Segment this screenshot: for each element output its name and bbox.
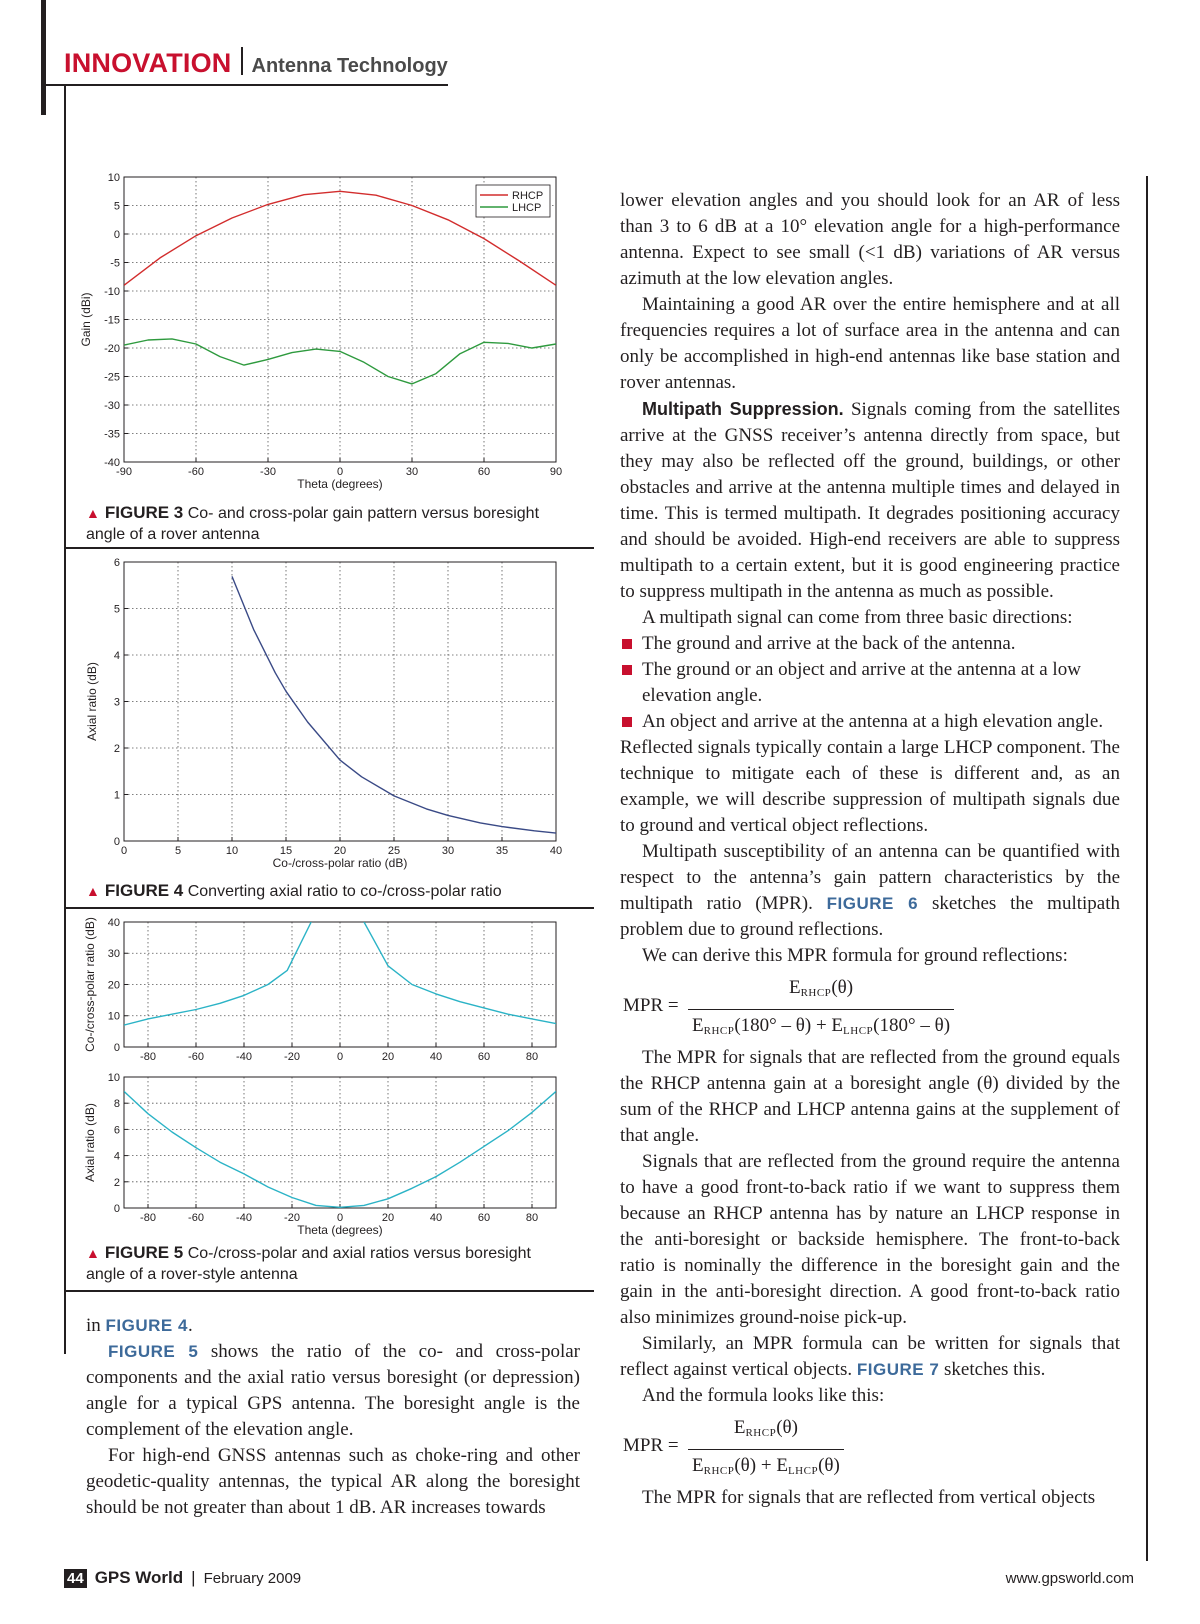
formula-term: (θ): [818, 1455, 840, 1476]
x-tick-label: -40: [236, 1212, 252, 1224]
section-heading-multipath: Multipath Suppression.: [642, 399, 844, 419]
left-paragraph-2: [86, 1339, 580, 1443]
y-tick-label: 0: [113, 835, 120, 848]
x-tick-label: -60: [188, 1212, 204, 1224]
bullet-square-icon: [622, 639, 632, 649]
y-tick-label: 5: [113, 603, 120, 616]
formula-term: (θ): [776, 1417, 798, 1438]
legend-label: RHCP: [512, 190, 544, 202]
mpr-vertical-formula: [620, 1415, 1120, 1479]
right-paragraph-10-end: sketches this.: [939, 1359, 1046, 1380]
x-tick-label: 30: [405, 466, 419, 478]
mpr-ground-formula: [620, 975, 1120, 1039]
formula-term: (180° – θ): [873, 1015, 951, 1036]
header-brand: INNOVATION: [64, 48, 232, 78]
formula-term: E: [692, 1455, 704, 1476]
page-number: 44: [64, 1569, 87, 1588]
bullet-square-icon: [622, 717, 632, 727]
formula-term: E: [692, 1015, 704, 1036]
figure-4-caption-text: Converting axial ratio to co-/cross-polar ratio: [187, 883, 502, 900]
footer-separator: |: [191, 1568, 196, 1587]
y-tick-label: -20: [104, 342, 120, 355]
x-tick-label: 30: [441, 845, 455, 857]
x-tick-label: 40: [429, 1212, 443, 1224]
right-paragraph-2: Maintaining a good AR over the entire hemisphere and at all frequencies requires a lot of surface area in the antenna and can only be accomplished in high-end antennas like base station and rover antennas.: [620, 294, 1120, 393]
x-tick-label: 35: [495, 845, 509, 857]
y-tick-label: -30: [104, 399, 120, 412]
x-tick-label: 20: [381, 1212, 395, 1224]
x-tick-label: 60: [477, 1212, 491, 1224]
formula-lhs: MPR =: [623, 995, 679, 1016]
y-tick-label: -40: [104, 456, 120, 469]
x-axis-label: Theta (degrees): [297, 477, 383, 491]
y-axis-label: Axial ratio (dB): [85, 662, 99, 741]
left-paragraph-3: For high-end GNSS antennas such as choke-ring and other geodetic-quality antennas, the typical AR along the boresight should be not greater than about 1 dB. AR increases towards: [86, 1445, 580, 1518]
x-tick-label: -80: [140, 1212, 156, 1224]
y-tick-label: -10: [104, 285, 120, 298]
list-item: [620, 631, 1120, 657]
figure-5-caption: [86, 1242, 566, 1285]
formula-term: E: [788, 977, 801, 998]
x-tick-label: 20: [333, 845, 347, 857]
x-tick-label: 0: [336, 466, 344, 478]
figure-5-reference: FIGURE 5: [108, 1342, 199, 1361]
x-axis-label: Co-/cross-polar ratio (dB): [272, 856, 408, 870]
right-paragraph-6-end: sketches the multipath problem due to ground reflections.: [620, 893, 1121, 940]
formula-lhs: MPR =: [623, 1435, 679, 1456]
y-tick-label: 10: [107, 171, 120, 184]
y-tick-label: 10: [107, 1071, 120, 1084]
x-tick-label: -20: [284, 1051, 300, 1063]
formula-term: (θ): [831, 977, 854, 998]
formula-numerator: [688, 975, 954, 1009]
caption-triangle-icon: ▲: [86, 1245, 100, 1261]
right-paragraph-10: [620, 1331, 1120, 1383]
y-tick-label: 6: [113, 556, 120, 569]
y-tick-label: 40: [107, 916, 120, 929]
y-tick-label: 2: [113, 1176, 120, 1189]
y-tick-label: 4: [113, 1150, 120, 1163]
x-tick-label: 10: [225, 845, 239, 857]
y-tick-label: 0: [113, 1202, 120, 1215]
y-axis-label: Axial ratio (dB): [83, 1103, 97, 1182]
series-line-co-cross-polar-ratio-left-: [124, 922, 311, 1025]
x-tick-label: 40: [429, 1051, 443, 1063]
figure-3-caption-text: Co- and cross-polar gain pattern versus boresight angle of a rover antenna: [86, 505, 540, 543]
magazine-name: GPS World: [94, 1568, 184, 1587]
formula-subscript: RHCP: [745, 1427, 777, 1439]
formula-subscript: RHCP: [703, 1465, 735, 1477]
y-tick-label: -25: [104, 371, 120, 384]
y-tick-label: 10: [107, 1010, 120, 1023]
x-tick-label: 80: [525, 1051, 539, 1063]
figure-6-reference: FIGURE 6: [826, 894, 919, 913]
formula-denominator: [688, 1449, 844, 1484]
x-tick-label: 0: [120, 845, 128, 857]
list-item-text: The ground and arrive at the back of the antenna.: [642, 633, 1016, 654]
x-tick-label: 5: [174, 845, 182, 857]
legend-label: LHCP: [512, 202, 542, 214]
figure-4-reference: FIGURE 4: [105, 1316, 188, 1335]
right-paragraph-11: And the formula looks like this:: [642, 1385, 885, 1406]
x-tick-label: -80: [140, 1051, 156, 1063]
y-tick-label: 3: [113, 696, 120, 709]
caption-triangle-icon: ▲: [86, 883, 100, 899]
right-paragraph-6-text: Multipath susceptibility of an antenna can be quantified with respect to the antenna’s gain pattern characteristics by the multipath ratio (MPR).: [620, 841, 1120, 914]
x-tick-label: 0: [336, 1212, 344, 1224]
formula-denominator: [688, 1009, 954, 1044]
left-text-column: [86, 1313, 580, 1521]
y-tick-label: 30: [107, 948, 120, 961]
right-paragraph-8: The MPR for signals that are reflected from the ground equals the RHCP antenna gain at a boresight angle (θ) divided by the sum of the RHCP and LHCP antenna gains at the supplement of that angle.: [620, 1047, 1120, 1146]
issue-date: February 2009: [203, 1569, 302, 1587]
y-tick-label: 8: [113, 1098, 120, 1111]
figure-5-caption-text: Co-/cross-polar and axial ratios versus boresight angle of a rover-style antenna: [86, 1245, 531, 1283]
formula-fraction: [688, 1415, 844, 1484]
right-paragraph-3-text: Signals coming from the satellites arrive at the GNSS receiver’s antenna directly from space, but they may also be reflected off the ground, buildings, or other obstacles and arrive at the antenna multiple times and delayed in time. This is termed multipath. It degrades positioning accuracy and should be avoided. High-end receivers are able to suppress multipath to a certain extent, but it is good engineering practice to suppress multipath in the antenna as much as possible.: [620, 399, 1120, 602]
right-paragraph-3: [620, 396, 1120, 605]
left-paragraph-1: in FIGURE 4.: [86, 1315, 193, 1336]
right-paragraph-10-text: Similarly, an MPR formula can be written for signals that reflect against vertical objects.: [620, 1333, 1120, 1380]
formula-fraction: [688, 975, 954, 1044]
y-tick-label: 5: [113, 200, 120, 213]
formula-term: E: [733, 1417, 746, 1438]
x-tick-label: 40: [549, 845, 563, 857]
formula-subscript: RHCP: [800, 987, 832, 999]
page-footer: [64, 1568, 1134, 1588]
y-axis-label: Co-/cross-polar ratio (dB): [83, 917, 97, 1052]
y-tick-label: 0: [113, 1041, 120, 1054]
y-tick-label: -15: [104, 314, 120, 327]
y-tick-label: 1: [113, 789, 120, 802]
right-paragraph-9: Signals that are reflected from the ground require the antenna to have a good front-to-back ratio if we want to suppress them because an RHCP antenna has by nature an LHCP response in the anti-boresight or backside hemisphere. The front-to-back ratio is nominally the difference in the boresight gain and the gain in the anti-boresight direction. A good front-to-back ratio also minimizes ground-noise pick-up.: [620, 1151, 1120, 1328]
caption-triangle-icon: ▲: [86, 505, 100, 521]
x-tick-label: 15: [279, 845, 293, 857]
x-tick-label: 0: [336, 1051, 344, 1063]
multipath-direction-list: [620, 631, 1120, 735]
right-paragraph-7: We can derive this MPR formula for ground reflections:: [642, 945, 1068, 966]
x-tick-label: -90: [116, 466, 132, 478]
x-tick-label: -30: [260, 466, 276, 478]
list-item-text: The ground or an object and arrive at the antenna at a low elevation angle.: [642, 659, 1081, 706]
series-line-co-cross-polar-ratio-right-: [364, 922, 556, 1024]
x-tick-label: -60: [188, 466, 204, 478]
y-axis-label: Gain (dBi): [79, 292, 93, 347]
figure-5-caption-label: FIGURE 5: [104, 1243, 184, 1262]
y-tick-label: 20: [107, 979, 120, 992]
y-tick-label: -35: [104, 428, 120, 441]
figure-4-caption-label: FIGURE 4: [104, 881, 184, 900]
figure-divider: [64, 1290, 594, 1292]
x-tick-label: -20: [284, 1212, 300, 1224]
y-tick-label: 2: [113, 742, 120, 755]
x-tick-label: 60: [477, 1051, 491, 1063]
list-item-text: An object and arrive at the antenna at a high elevation angle.: [642, 711, 1104, 732]
right-paragraph-6: [620, 839, 1120, 943]
right-text-column: [620, 188, 1120, 1511]
x-tick-label: -40: [236, 1051, 252, 1063]
x-tick-label: 60: [477, 466, 491, 478]
x-tick-label: -60: [188, 1051, 204, 1063]
left-paragraph-1-end: .: [187, 1315, 193, 1336]
website-url: www.gpsworld.com: [1005, 1569, 1134, 1587]
x-tick-label: 25: [387, 845, 401, 857]
x-tick-label: 90: [549, 466, 563, 478]
right-paragraph-12: The MPR for signals that are reflected from vertical objects: [642, 1487, 1096, 1508]
right-paragraph-4: A multipath signal can come from three basic directions:: [642, 607, 1073, 628]
list-item: [620, 657, 1120, 709]
figure-3-caption-label: FIGURE 3: [104, 503, 184, 522]
y-tick-label: 4: [113, 649, 120, 662]
figure-7-reference: FIGURE 7: [856, 1360, 940, 1379]
header-section: Antenna Technology: [251, 55, 448, 77]
formula-numerator: [688, 1415, 844, 1449]
formula-subscript: RHCP: [703, 1025, 735, 1037]
formula-term: (180° – θ) + E: [734, 1015, 844, 1036]
right-paragraph-1: lower elevation angles and you should look for an AR of less than 3 to 6 dB at a 10° elevation angle for a high-performance antenna. Expect to see small (<1 dB) variations of AR versus azimuth at the low elevation angles.: [620, 190, 1120, 289]
formula-term: (θ) + E: [734, 1455, 788, 1476]
x-tick-label: 80: [525, 1212, 539, 1224]
y-tick-label: -5: [110, 257, 120, 270]
y-tick-label: 0: [113, 228, 120, 241]
formula-subscript: LHCP: [787, 1465, 819, 1477]
left-paragraph-2-text: shows the ratio of the co- and cross-polar components and the axial ratio versus boresight (or depression) angle for a typical GPS antenna. The boresight angle is the complement of the elevation angle.: [86, 1341, 580, 1440]
y-tick-label: 6: [113, 1124, 120, 1137]
list-item: [620, 709, 1120, 735]
x-axis-label: Theta (degrees): [297, 1223, 383, 1237]
x-tick-label: 20: [381, 1051, 395, 1063]
right-paragraph-5: Reflected signals typically contain a large LHCP component. The technique to mitigate each of these is different and, as an example, we will describe suppression of multipath signals due to ground and vertical object reflections.: [620, 737, 1120, 836]
formula-subscript: LHCP: [843, 1025, 874, 1037]
bullet-square-icon: [622, 665, 632, 675]
